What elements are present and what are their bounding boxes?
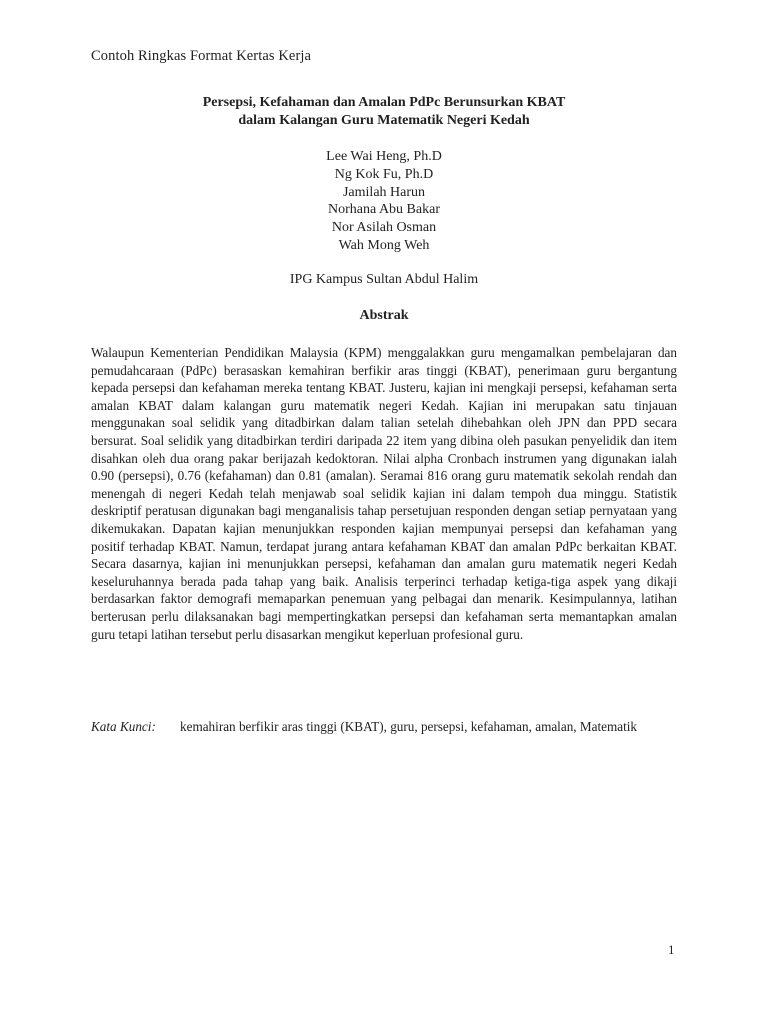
author-name: Ng Kok Fu, Ph.D — [334, 166, 434, 182]
abstract-heading: Abstrak — [359, 308, 409, 323]
page-number: 1 — [668, 942, 675, 957]
affiliation: IPG Kampus Sultan Abdul Halim — [289, 272, 479, 287]
author-name: Lee Wai Heng, Ph.D — [326, 149, 442, 164]
paper-title-line-1: Persepsi, Kefahaman dan Amalan PdPc Berunsurkan KBAT — [202, 95, 566, 110]
author-list — [91, 148, 677, 255]
header-note: Contoh Ringkas Format Kertas Kerja — [91, 48, 312, 64]
keywords-text: kemahiran berfikir aras tinggi (KBAT), guru, persepsi, kefahaman, amalan, Matematik — [180, 719, 638, 734]
paper-title-line-2: dalam Kalangan Guru Matematik Negeri Kedah — [238, 113, 530, 128]
author-name: Nor Asilah Osman — [331, 220, 437, 236]
author-name: Norhana Abu Bakar — [328, 202, 440, 218]
keywords-section — [91, 718, 677, 736]
keywords-label: Kata Kunci: — [91, 719, 156, 734]
author-name: Jamilah Harun — [342, 184, 426, 200]
abstract-body: Walaupun Kementerian Pendidikan Malaysia (KPM) menggalakkan guru mengamalkan pembelajaran dan pemudahcaraan (PdPc) berasaskan kemahiran berfikir aras tinggi (KBAT), penerimaan guru bergantung kepada persepsi dan kefahaman mereka tentang KBAT. Justeru, kajian ini mengkaji persepsi, kefahaman serta amalan KBAT dalam kalangan guru matematik negeri Kedah. Kajian ini merupakan satu tinjauan menggunakan soal selidik yang ditadbirkan dalam talian setelah dihebahkan oleh JPN dan PPD secara bersurat. Soal selidik yang ditadbirkan terdiri daripada 22 item yang dibina oleh pasukan penyelidik dan item disahkan oleh dua orang pakar berijazah kedoktoran. Nilai alpha Cronbach instrumen yang digunakan ialah 0.90 (persepsi), 0.76 (kefahaman) dan 0.81 (amalan). Seramai 816 orang guru matematik sekolah rendah dan menengah di negeri Kedah telah menjawab soal selidik kajian ini dalam tempoh dua minggu. Statistik deskriptif peratusan digunakan bagi menganalisis tahap persetujuan responden dengan setiap pernyataan yang dikemukakan. Dapatan kajian menunjukkan responden kajian mempunyai persepsi dan kefahaman yang positif terhadap KBAT. Namun, terdapat jurang antara kefahaman KBAT dan amalan PdPc berkaitan KBAT. Secara dasarnya, kajian ini menunjukkan persepsi, kefahaman dan amalan guru matematik negeri Kedah keseluruhannya berada pada tahap yang baik. Analisis terperinci terhadap ketiga-tiga aspek yang dikaji berdasarkan faktor demografi memaparkan penemuan yang pelbagai dan menarik. Kesimpulannya, latihan berterusan perlu dilaksanakan bagi mempertingkatkan persepsi dan kefahaman serta memantapkan amalan guru tetapi latihan tersebut perlu disasarkan mengikut keperluan profesional guru. — [91, 345, 677, 642]
author-name: Wah Mong Weh — [338, 237, 430, 253]
